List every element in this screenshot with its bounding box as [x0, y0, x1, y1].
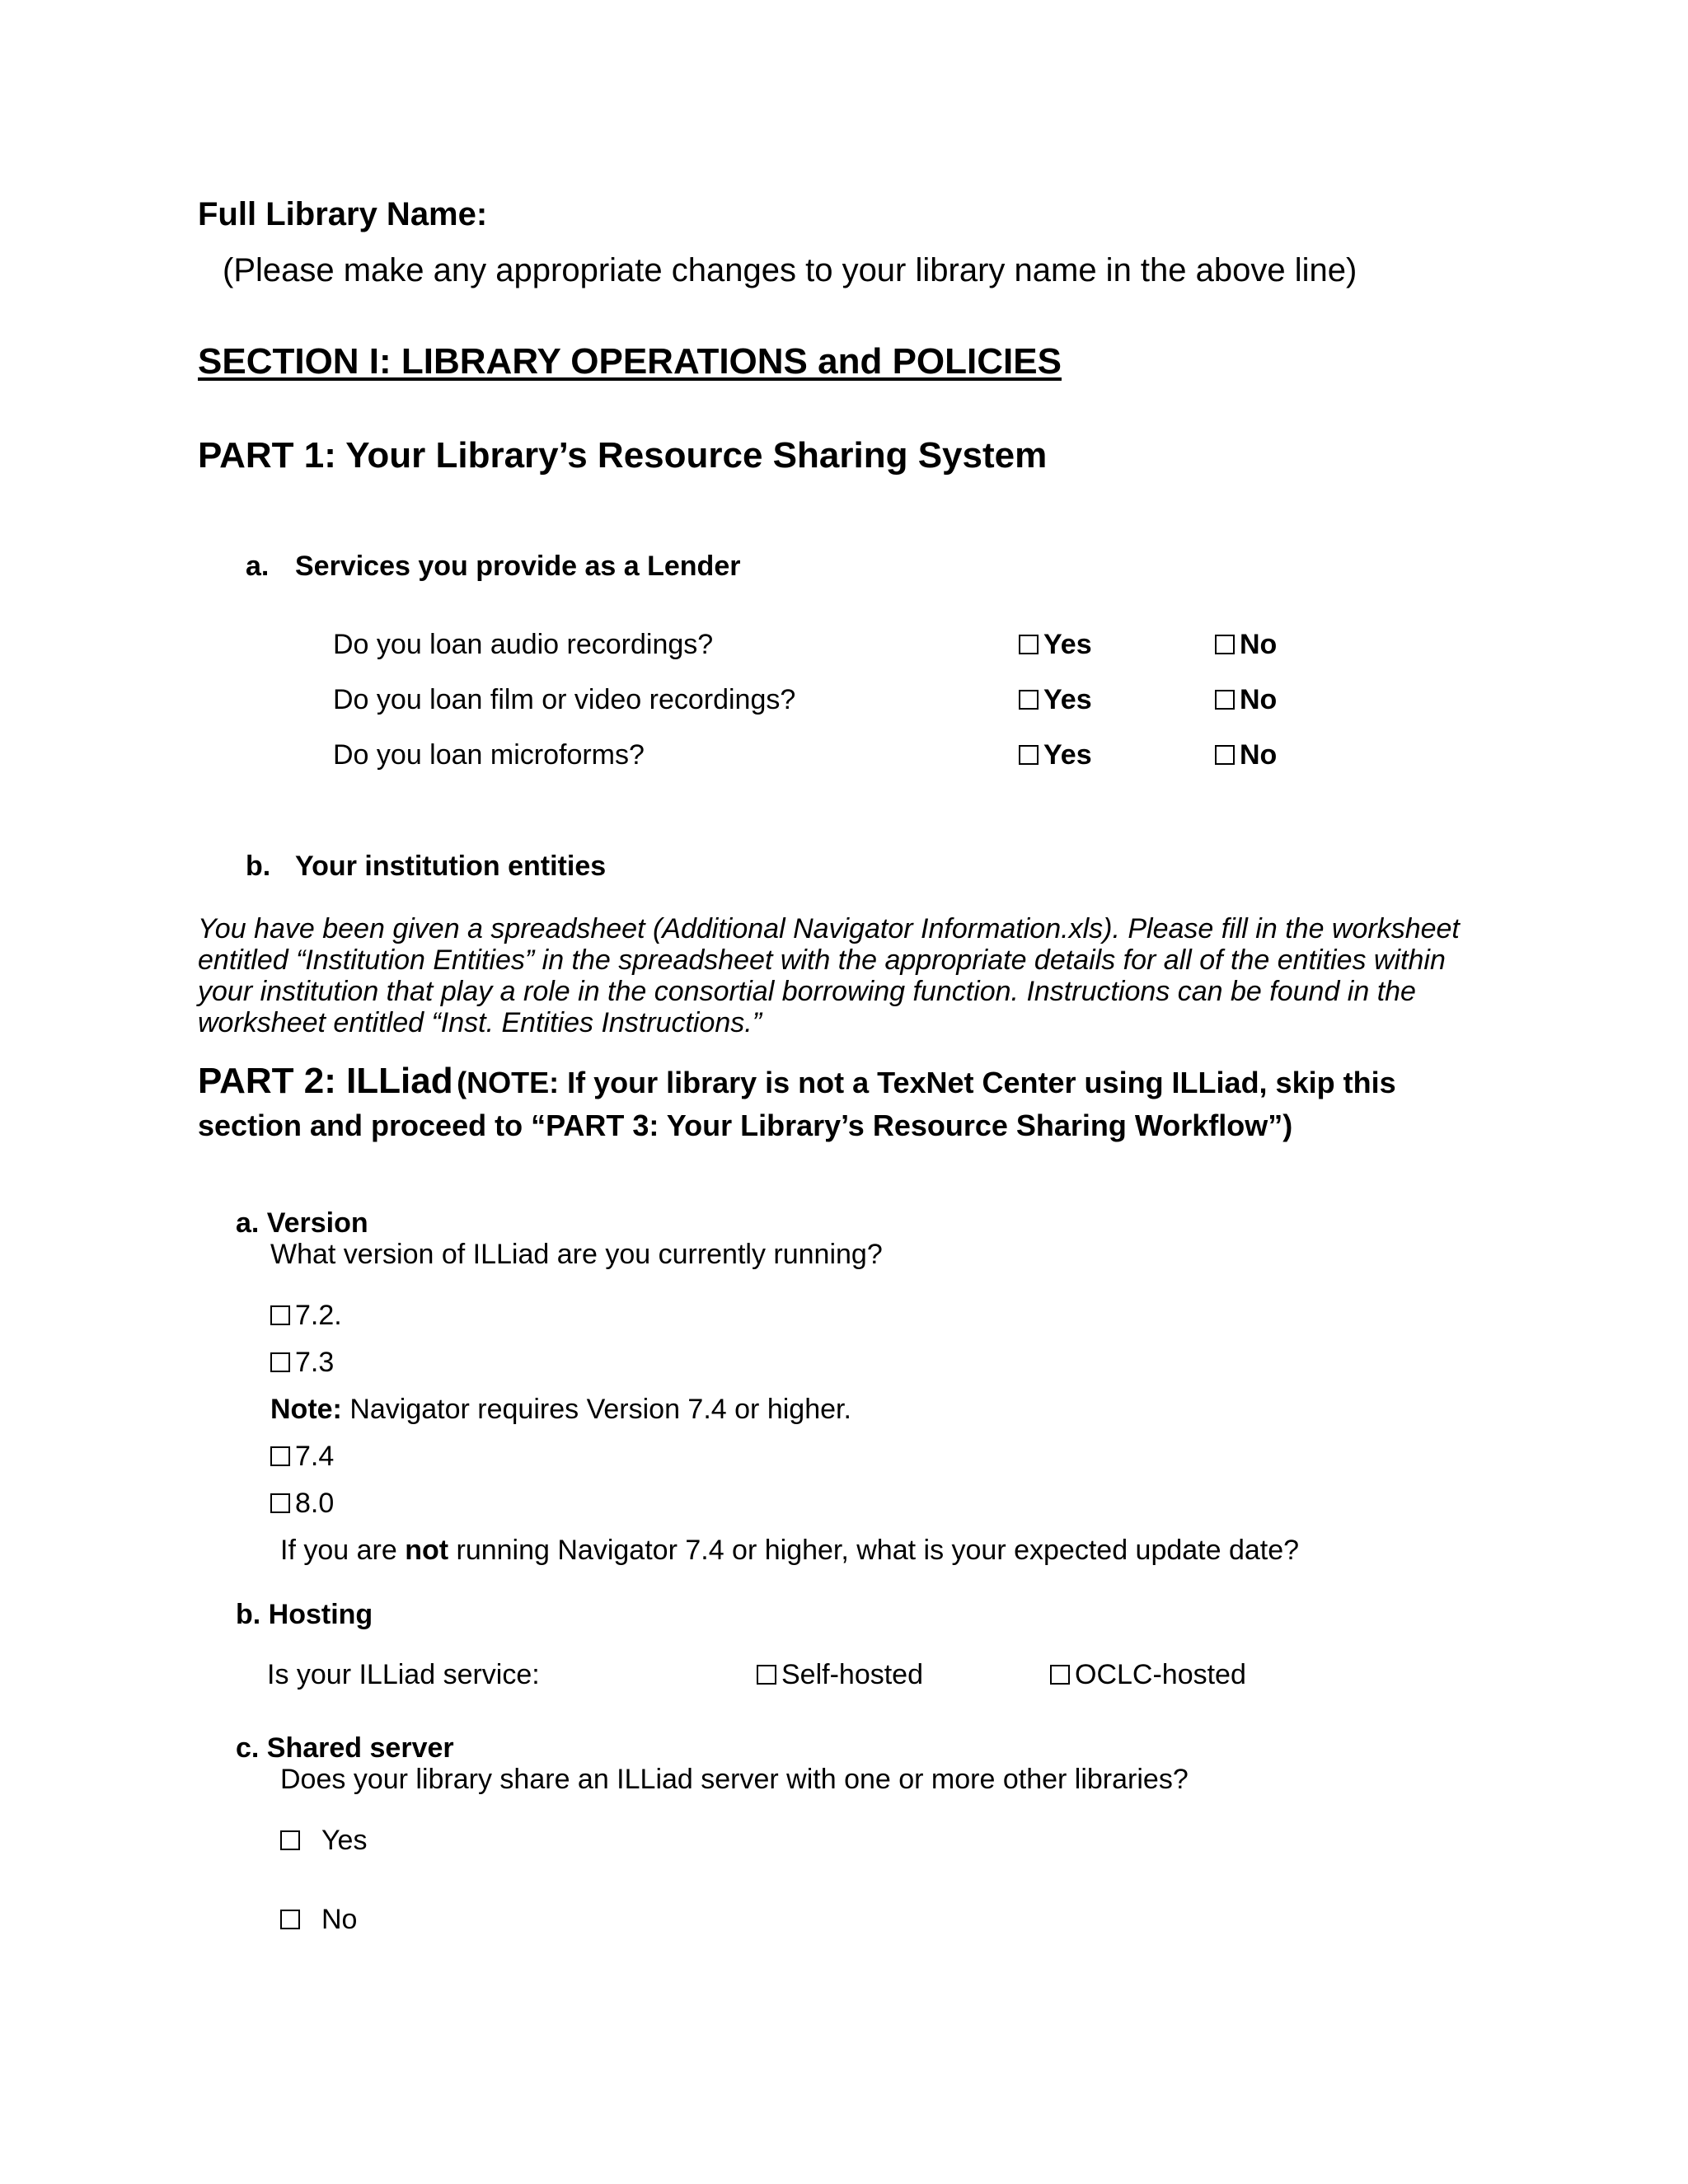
version-8-0-option[interactable]: 8.0	[270, 1488, 334, 1520]
audio-no-option[interactable]: No	[1215, 629, 1277, 661]
version-note: Note: Navigator requires Version 7.4 or higher.	[270, 1394, 851, 1425]
question-microforms: Do you loan microforms?	[333, 739, 645, 771]
section-title: SECTION I: LIBRARY OPERATIONS and POLICIES	[198, 341, 1062, 382]
question-audio: Do you loan audio recordings?	[333, 629, 714, 660]
checkbox-icon[interactable]	[1215, 690, 1235, 710]
film-no-option[interactable]: No	[1215, 684, 1277, 716]
shared-server-no-option[interactable]: No	[280, 1904, 357, 1936]
checkbox-icon[interactable]	[1215, 745, 1235, 765]
shared-server-question: Does your library share an ILLiad server with one or more other libraries?	[280, 1764, 1189, 1795]
self-hosted-option[interactable]: Self-hosted	[757, 1659, 923, 1691]
part1-b-heading: Your institution entities	[295, 851, 607, 882]
checkbox-icon[interactable]	[270, 1446, 290, 1466]
library-name-label: Full Library Name:	[198, 196, 488, 232]
audio-yes-option[interactable]: Yes	[1019, 629, 1092, 661]
checkbox-icon[interactable]	[270, 1305, 290, 1325]
question-film: Do you loan film or video recordings?	[333, 684, 796, 715]
version-7-2-option[interactable]: 7.2.	[270, 1300, 342, 1332]
shared-server-yes-option[interactable]: Yes	[280, 1825, 367, 1857]
part2-note: (NOTE: If your library is not a TexNet Center using ILLiad, skip this section and proceed to “PART 3: Your Library’s Resource Sharing Workflow”)	[198, 1066, 1396, 1142]
update-date-question: If you are not running Navigator 7.4 or higher, what is your expected update date?	[280, 1535, 1300, 1566]
shared-server-heading: c. Shared server	[236, 1732, 454, 1764]
part2-title: PART 2: ILLiad	[198, 1061, 453, 1101]
part1-a-marker: a.	[246, 551, 270, 582]
part1-a-heading: Services you provide as a Lender	[295, 551, 741, 582]
checkbox-icon[interactable]	[757, 1665, 776, 1685]
part1-b-marker: b.	[246, 851, 271, 882]
version-question: What version of ILLiad are you currently running?	[270, 1239, 883, 1270]
checkbox-icon[interactable]	[1019, 745, 1039, 765]
version-7-3-option[interactable]: 7.3	[270, 1347, 334, 1379]
institution-entities-paragraph: You have been given a spreadsheet (Additional Navigator Information.xls). Please fill in the worksheet entitled “Institution Entities” in the spreadsheet with the appropriate details for all of the entities within your institution that play a role in the consortial borrowing function. Instructions can be found in the worksheet entitled “Inst. Entities Instructions.”	[198, 913, 1460, 1038]
checkbox-icon[interactable]	[1050, 1665, 1070, 1685]
part1-title: PART 1: Your Library’s Resource Sharing System	[198, 435, 1048, 476]
checkbox-icon[interactable]	[280, 1830, 300, 1850]
version-7-4-option[interactable]: 7.4	[270, 1441, 334, 1473]
microforms-yes-option[interactable]: Yes	[1019, 739, 1092, 771]
hosting-heading: b. Hosting	[236, 1599, 373, 1630]
microforms-no-option[interactable]: No	[1215, 739, 1277, 771]
hosting-question: Is your ILLiad service:	[267, 1659, 540, 1690]
oclc-hosted-option[interactable]: OCLC-hosted	[1050, 1659, 1246, 1691]
checkbox-icon[interactable]	[1215, 635, 1235, 654]
checkbox-icon[interactable]	[1019, 690, 1039, 710]
checkbox-icon[interactable]	[1019, 635, 1039, 654]
library-name-note: (Please make any appropriate changes to your library name in the above line)	[223, 252, 1357, 288]
version-heading: a. Version	[236, 1207, 368, 1239]
checkbox-icon[interactable]	[280, 1910, 300, 1929]
film-yes-option[interactable]: Yes	[1019, 684, 1092, 716]
checkbox-icon[interactable]	[270, 1493, 290, 1513]
checkbox-icon[interactable]	[270, 1352, 290, 1372]
part2-heading	[198, 1063, 1484, 1151]
